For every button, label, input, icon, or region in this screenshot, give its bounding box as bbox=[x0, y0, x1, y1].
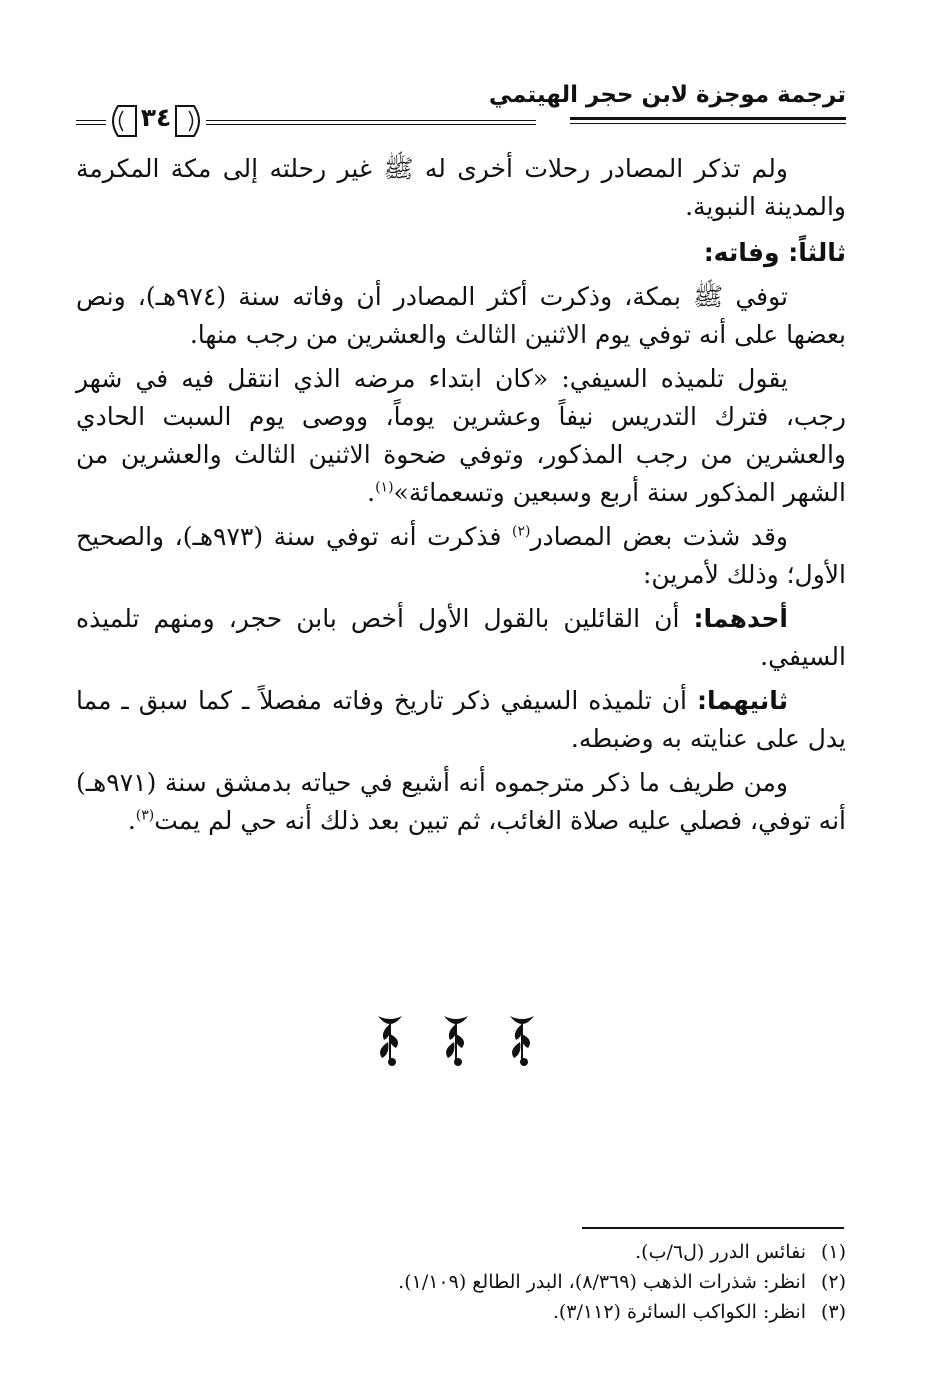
quote-text: يقول تلميذه السيفي: «كان ابتداء مرضه الذي انتقل فيه في شهر رجب، فترك التدريس نيفاً وعشرين يوماً، ووصى يوم السبت الحادي والعشرين من رجب المذكور، وتوفي ضحوة الاثنين الثالث والعشرين من الشهر المذكور سنة أربع وسبعين وتسعمائة» bbox=[76, 364, 846, 507]
reason-one-label: أحدهما: bbox=[693, 604, 788, 633]
footnote-separator bbox=[582, 1227, 844, 1229]
footnote-ref-1: (١) bbox=[375, 479, 394, 496]
header-rule-thin bbox=[570, 123, 846, 124]
footnote-text: نفائس الدرر (ل٦/ب). bbox=[635, 1241, 806, 1263]
section-heading-death: ثالثاً: وفاته: bbox=[703, 238, 846, 267]
paragraph-rumor bbox=[76, 764, 846, 840]
footnote-number: (١) bbox=[820, 1241, 846, 1263]
footnote-ref-2: (٢) bbox=[511, 523, 531, 540]
header-rule bbox=[570, 117, 846, 120]
paragraph-reason-one bbox=[76, 600, 846, 676]
variant-text-b: فذكرت أنه توفي سنة (٩٧٣هـ)، والصحيح الأول؛ وذلك لأمرين: bbox=[76, 522, 846, 589]
paragraph-reason-two bbox=[76, 682, 846, 758]
page-number-frame bbox=[106, 100, 206, 142]
footnote bbox=[76, 1237, 846, 1267]
variant-text-a: وقد شذت بعض المصادر bbox=[530, 522, 788, 551]
footnote-number: (٢) bbox=[820, 1271, 846, 1293]
paragraph-travels: ولم تذكر المصادر رحلات أخرى له ﷺ غير رحلته إلى مكة المكرمة والمدينة النبوية. bbox=[76, 154, 846, 221]
footnote-number: (٣) bbox=[820, 1301, 846, 1323]
section-divider-ornaments bbox=[370, 1012, 550, 1072]
floral-ornament-icon bbox=[436, 1012, 476, 1068]
page-header bbox=[76, 78, 846, 138]
paragraph-student-quote bbox=[76, 360, 846, 512]
reason-one-text: أن القائلين بالقول الأول أخص بابن حجر، ومنهم تلميذه السيفي. bbox=[76, 604, 846, 671]
footnote bbox=[76, 1267, 846, 1297]
running-title: ترجمة موجزة لابن حجر الهيتمي bbox=[488, 82, 846, 108]
reason-two-text: أن تلميذه السيفي ذكر تاريخ وفاته مفصلاً ـ كما سبق ـ مما يدل على عنايته به وضبطه. bbox=[76, 686, 846, 753]
floral-ornament-icon bbox=[370, 1012, 410, 1068]
paragraph-death-date: توفي ﷺ بمكة، وذكرت أكثر المصادر أن وفاته سنة (٩٧٤هـ)، ونص بعضها على أنه توفي يوم الاثنين الثالث والعشرين من رجب منها. bbox=[76, 282, 846, 349]
page-number: ٣٤ bbox=[140, 103, 172, 132]
footnote bbox=[76, 1297, 846, 1327]
rumor-end: . bbox=[127, 806, 136, 835]
footnotes bbox=[76, 1237, 846, 1327]
footnote-ref-3: (٣) bbox=[135, 807, 155, 824]
footnote-text: انظر: الكواكب السائرة (٣/١١٢). bbox=[552, 1301, 806, 1323]
paragraph-variant-date bbox=[76, 518, 846, 594]
quote-end: . bbox=[367, 478, 376, 507]
floral-ornament-icon bbox=[502, 1012, 542, 1068]
reason-two-label: ثانيهما: bbox=[696, 686, 788, 715]
rumor-text: ومن طريف ما ذكر مترجموه أنه أشيع في حياته بدمشق سنة (٩٧١هـ) أنه توفي، فصلي عليه صلاة الغائب، ثم تبين بعد ذلك أنه حي لم يمت bbox=[76, 768, 846, 835]
footnote-text: انظر: شذرات الذهب (٨/٣٦٩)، البدر الطالع (١/١٠٩). bbox=[398, 1271, 806, 1293]
main-text bbox=[76, 150, 846, 840]
